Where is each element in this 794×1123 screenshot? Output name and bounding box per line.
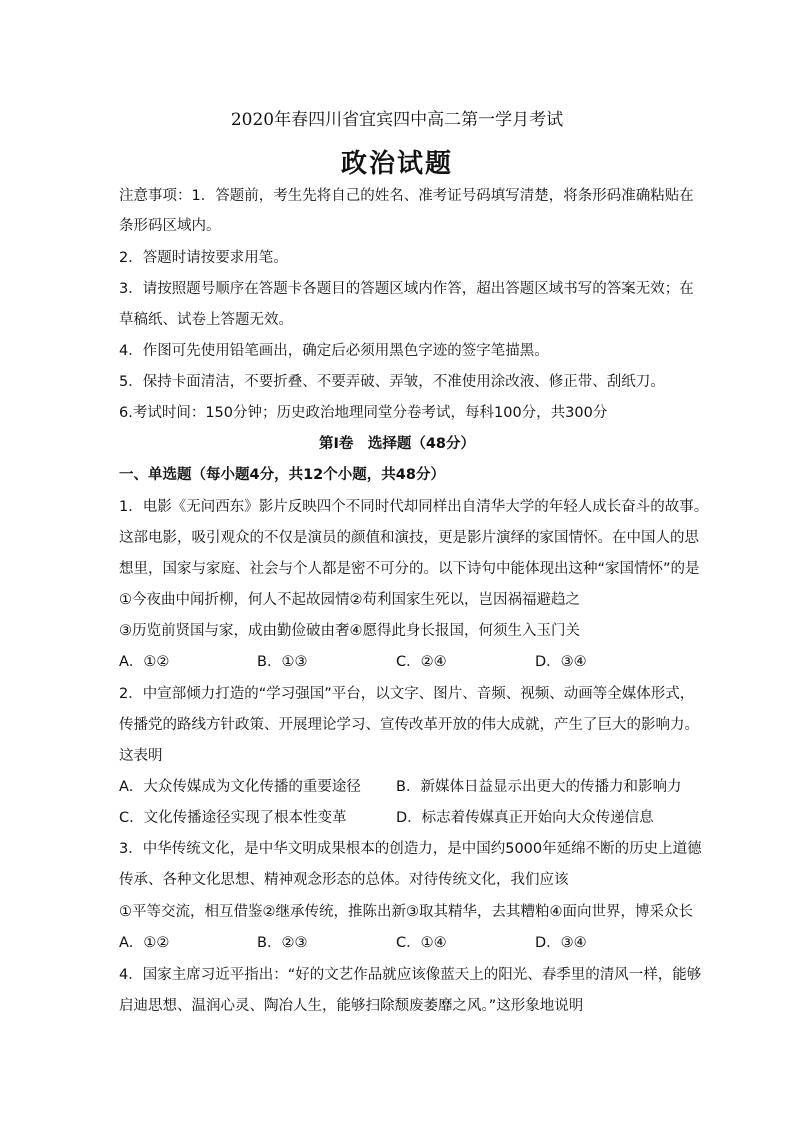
section-title: 第I卷 选择题（48分）: [318, 436, 476, 452]
q1-line-5: ③历览前贤国与家，成由勤俭破由奢④愿得此身长报国，何须生入玉门关: [119, 623, 580, 639]
q3-line-3: ①平等交流，相互借鉴②继承传统，推陈出新③取其精华，去其糟粕④面向世界，博采众长: [119, 904, 693, 920]
q2-line-1: 2．中宣部倾力打造的“学习强国”平台，以文字、图片、音频、视频、动画等全媒体形式，: [119, 686, 695, 702]
q1-line-2: 这部电影，吸引观众的不仅是演员的颜值和演技，更是影片演绎的家国情怀。在中国人的思: [119, 530, 699, 546]
exam-title: 2020年春四川省宜宾四中高二第一学月考试: [230, 110, 564, 130]
notes-line-5: 草稿纸、试卷上答题无效。: [119, 312, 293, 328]
notes-line-4: 3．请按照题号顺序在答题卡各题目的答题区域内作答，超出答题区域书写的答案无效；在: [119, 281, 694, 297]
q4-line-1: 4．国家主席习近平指出：“好的文艺作品就应该像蓝天上的阳光、春季里的清风一样，能够: [119, 967, 702, 983]
part-heading: 一、单选题（每小题4分，共12个小题，共48分）: [119, 467, 445, 483]
q4-line-2: 启迪思想、温润心灵、陶冶人生，能够扫除颓废萎靡之风。”这形象地说明: [119, 998, 584, 1014]
q3-option-b: B．②③: [257, 935, 308, 951]
notes-line-8: 6.考试时间：150分钟；历史政治地理同堂分卷考试，每科100分，共300分: [119, 405, 608, 421]
q2-option-b: B．新媒体日益显示出更大的传播力和影响力: [396, 779, 682, 795]
q1-option-d: D．③④: [535, 654, 587, 670]
notes-line-2: 条形码区域内。: [119, 218, 221, 234]
q2-option-d: D．标志着传媒真正开始向大众传递信息: [396, 810, 654, 826]
notes-line-1: 注意事项：1．答题前，考生先将自己的姓名、准考证号码填写清楚，将条形码准确粘贴在: [119, 188, 694, 204]
q3-option-d: D．③④: [535, 935, 587, 951]
q1-option-a: A．①②: [119, 654, 170, 670]
q2-option-a: A．大众传媒成为文化传播的重要途径: [119, 779, 361, 795]
q2-option-c: C．文化传播途径实现了根本性变革: [119, 810, 347, 826]
notes-line-7: 5．保持卡面清洁，不要折叠、不要弄破、弄皱，不准使用涂改液、修正带、刮纸刀。: [119, 374, 665, 390]
q2-line-3: 这表明: [119, 748, 163, 764]
q3-line-1: 3．中华传统文化，是中华文明成果根本的创造力，是中国约5000年延绵不断的历史上道德: [119, 841, 702, 857]
q3-line-2: 传承、各种文化思想、精神观念形态的总体。对待传统文化，我们应该: [119, 872, 569, 888]
notes-line-3: 2．答题时请按要求用笔。: [119, 250, 288, 266]
q1-line-4: ①今夜曲中闻折柳，何人不起故园情②苟利国家生死以，岂因祸福避趋之: [119, 592, 580, 608]
q1-line-3: 想里，国家与家庭、社会与个人都是密不可分的。以下诗句中能体现出这种“家国情怀”的是: [119, 561, 700, 577]
q3-option-a: A．①②: [119, 935, 170, 951]
subject-title: 政治试题: [340, 149, 453, 179]
q1-line-1: 1．电影《无问西东》影片反映四个不同时代却同样出自清华大学的年轻人成长奋斗的故事。: [119, 499, 709, 515]
q3-option-c: C．①④: [396, 935, 447, 951]
q1-option-b: B．①③: [257, 654, 308, 670]
notes-line-6: 4．作图可先使用铅笔画出，确定后必须用黑色字迹的签字笔描黑。: [119, 343, 549, 359]
q1-option-c: C．②④: [396, 654, 447, 670]
q2-line-2: 传播党的路线方针政策、开展理论学习、宣传改革开放的伟大成就，产生了巨大的影响力。: [119, 717, 699, 733]
